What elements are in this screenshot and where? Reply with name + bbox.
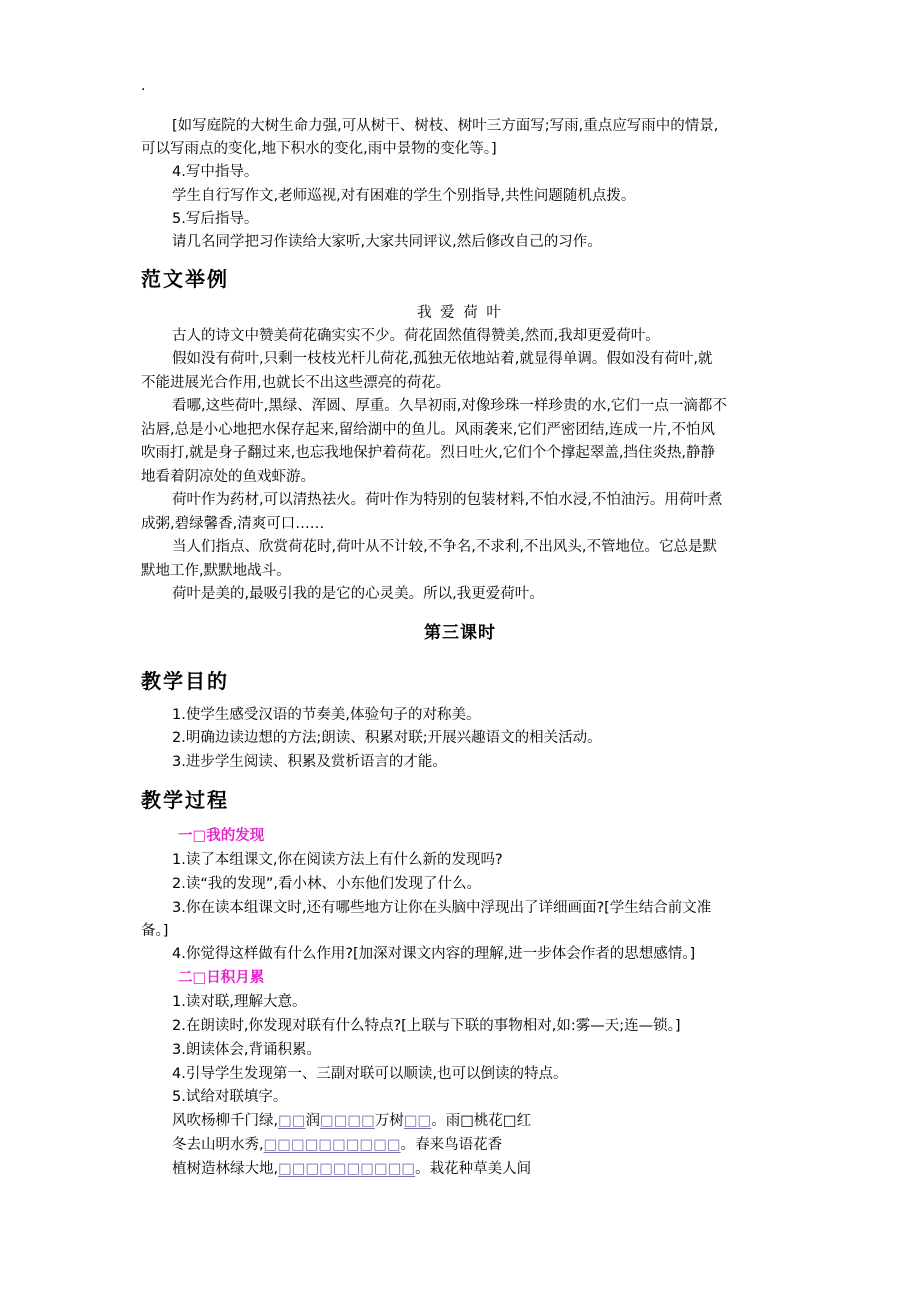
goal-line: 3.进步学生阅读、积累及赏析语言的才能。 xyxy=(172,754,447,770)
couplet-text: 。春来鸟语花香 xyxy=(400,1137,503,1153)
section-title: 二□日积月累 xyxy=(178,970,265,986)
essay-line: 看哪,这些荷叶,黑绿、浑圆、厚重。久旱初雨,对像珍珠一样珍贵的水,它们一点一滴都不 xyxy=(172,398,727,414)
goal-line: 2.明确边读边想的方法;朗读、积累对联;开展兴趣语文的相关活动。 xyxy=(172,730,602,746)
essay-line: 成粥,碧绿馨香,清爽可口…… xyxy=(141,516,325,532)
couplet-blank[interactable]: □□□□ xyxy=(320,1113,375,1129)
couplet-text: 植树造林绿大地, xyxy=(172,1161,279,1177)
essay-line: 吹雨打,就是身子翻过来,也忘我地保护着荷花。烈日吐火,它们个个撑起翠盖,挡住炎热,静静 xyxy=(141,445,716,461)
essay-line: 荷叶是美的,最吸引我的是它的心灵美。所以,我更爱荷叶。 xyxy=(172,586,544,602)
couplet-text: 冬去山明水秀, xyxy=(172,1137,264,1153)
essay-line: 地看着阴凉处的鱼戏虾游。 xyxy=(141,469,315,485)
couplet-line xyxy=(172,1134,502,1156)
process-line: 2.在朗读时,你发现对联有什么特点?[上联与下联的事物相对,如:雾—天;连—锁。] xyxy=(172,1018,681,1034)
heading-process: 教学过程 xyxy=(141,788,229,812)
process-line: 1.读了本组课文,你在阅读方法上有什么新的发现吗? xyxy=(172,852,503,868)
couplet-text: 润 xyxy=(305,1113,321,1129)
essay-line: 荷叶作为药材,可以清热祛火。荷叶作为特别的包装材料,不怕水浸,不怕油污。用荷叶煮 xyxy=(172,492,723,508)
couplet-blank[interactable]: □□ xyxy=(403,1113,432,1129)
process-line: 4.你觉得这样做有什么作用?[加深对课文内容的理解,进一步体会作者的思想感情。] xyxy=(172,946,696,962)
essay-line: 默地工作,默默地战斗。 xyxy=(141,563,291,579)
text-line: 4.写中指导。 xyxy=(172,164,259,180)
essay-line: 假如没有荷叶,只剩一枝枝光杆儿荷花,孤独无依地站着,就显得单调。假如没有荷叶,就 xyxy=(172,351,713,367)
essay-line: 古人的诗文中赞美荷花确实实不少。荷花固然值得赞美,然而,我却更爱荷叶。 xyxy=(172,328,660,344)
lesson-title: 第三课时 xyxy=(424,623,496,643)
essay-title: 我 爱 荷 叶 xyxy=(417,305,503,321)
text-line: 5.写后指导。 xyxy=(172,211,259,227)
process-line: 5.试给对联填字。 xyxy=(172,1089,288,1105)
couplet-text: 万树 xyxy=(374,1113,404,1129)
essay-line: 当人们指点、欣赏荷花时,荷叶从不计较,不争名,不求利,不出风头,不管地位。它总是默 xyxy=(172,539,718,555)
heading-example: 范文举例 xyxy=(141,267,229,291)
top-mark: . xyxy=(141,78,146,94)
process-line: 1.读对联,理解大意。 xyxy=(172,994,307,1010)
section-title: 一□我的发现 xyxy=(178,828,265,844)
goal-line: 1.使学生感受汉语的节奏美,体验句子的对称美。 xyxy=(172,707,481,723)
couplet-blank[interactable]: □□ xyxy=(278,1113,306,1129)
essay-line: 沾唇,总是小心地把水保存起来,留给湖中的鱼儿。风雨袭来,它们严密团结,连成一片,不怕风 xyxy=(141,422,716,438)
process-line: 4.引导学生发现第一、三副对联可以顺读,也可以倒读的特点。 xyxy=(172,1066,568,1082)
couplet-text: 。栽花种草美人间 xyxy=(415,1161,532,1177)
heading-goal: 教学目的 xyxy=(141,669,229,693)
process-line: 2.读“我的发现”,看小林、小东他们发现了什么。 xyxy=(172,876,481,892)
text-line: 请几名同学把习作读给大家听,大家共同评议,然后修改自己的习作。 xyxy=(172,234,602,250)
couplet-line xyxy=(172,1158,531,1180)
couplet-text: 。雨□桃花□红 xyxy=(431,1113,532,1129)
process-line: 备。] xyxy=(141,923,169,939)
process-line: 3.你在读本组课文时,还有哪些地方让你在头脑中浮现出了详细画面?[学生结合前文准 xyxy=(172,900,712,916)
couplet-blank[interactable]: □□□□□□□□□□ xyxy=(263,1137,401,1153)
process-line: 3.朗读体会,背诵积累。 xyxy=(172,1042,321,1058)
couplet-line xyxy=(172,1110,531,1132)
essay-line: 不能进展光合作用,也就长不出这些漂亮的荷花。 xyxy=(141,375,451,391)
text-line: 可以写雨点的变化,地下积水的变化,雨中景物的变化等。] xyxy=(141,141,497,157)
couplet-blank[interactable]: □□□□□□□□□□ xyxy=(278,1161,416,1177)
couplet-text: 风吹杨柳千门绿, xyxy=(172,1113,279,1129)
text-line: 学生自行写作文,老师巡视,对有困难的学生个别指导,共性问题随机点拨。 xyxy=(172,188,636,204)
text-line: [如写庭院的大树生命力强,可从树干、树枝、树叶三方面写;写雨,重点应写雨中的情景, xyxy=(172,118,719,134)
